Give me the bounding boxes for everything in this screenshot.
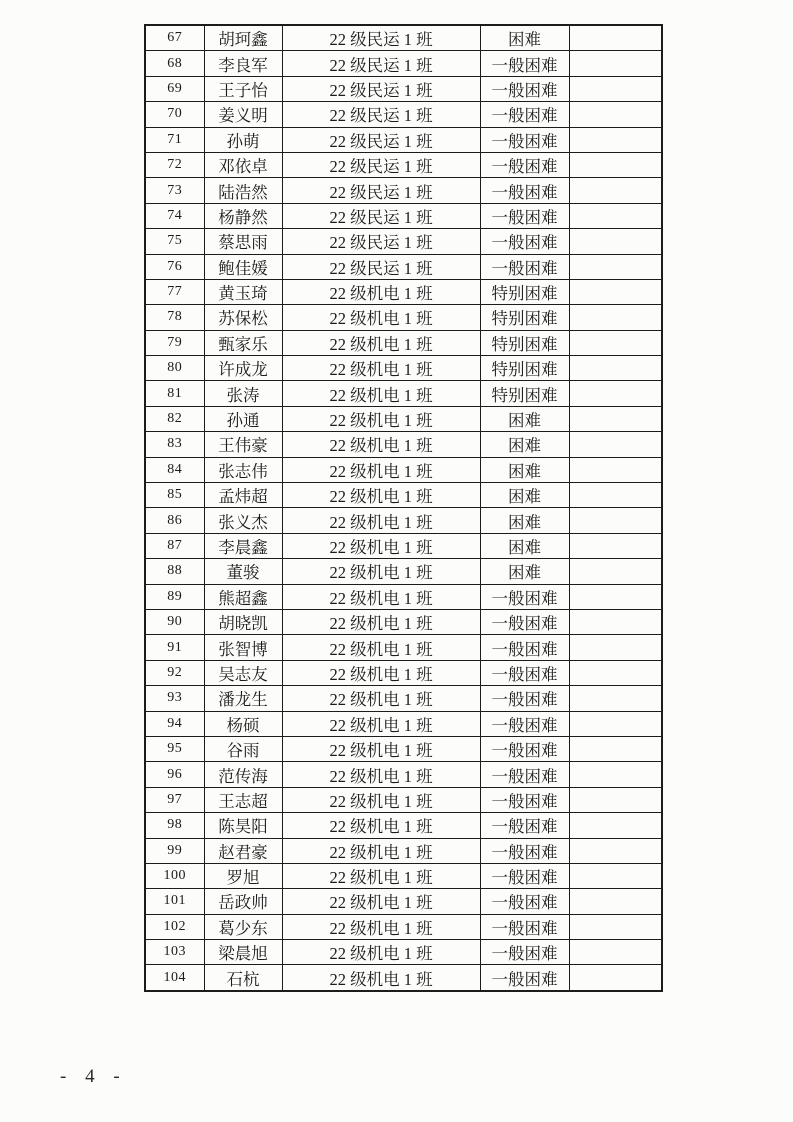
table-row	[145, 76, 662, 101]
difficulty-cell: 困难	[480, 432, 569, 457]
difficulty-cell: 一般困难	[480, 254, 569, 279]
student-name-cell: 董骏	[204, 559, 282, 584]
table-row	[145, 483, 662, 508]
student-name-cell: 黄玉琦	[204, 279, 282, 304]
table-row	[145, 330, 662, 355]
difficulty-cell: 一般困难	[480, 51, 569, 76]
difficulty-cell: 一般困难	[480, 203, 569, 228]
row-number-cell: 83	[145, 432, 204, 457]
class-cell: 22 级民运 1 班	[282, 51, 480, 76]
difficulty-cell: 困难	[480, 25, 569, 51]
row-number-cell: 78	[145, 305, 204, 330]
remark-cell	[569, 660, 662, 685]
difficulty-cell: 困难	[480, 508, 569, 533]
difficulty-cell: 困难	[480, 483, 569, 508]
class-cell: 22 级机电 1 班	[282, 889, 480, 914]
student-name-cell: 张涛	[204, 381, 282, 406]
student-name-cell: 甄家乐	[204, 330, 282, 355]
remark-cell	[569, 330, 662, 355]
student-name-cell: 胡珂鑫	[204, 25, 282, 51]
class-cell: 22 级机电 1 班	[282, 863, 480, 888]
remark-cell	[569, 609, 662, 634]
student-name-cell: 葛少东	[204, 914, 282, 939]
difficulty-cell: 一般困难	[480, 889, 569, 914]
student-name-cell: 岳政帅	[204, 889, 282, 914]
difficulty-cell: 一般困难	[480, 914, 569, 939]
difficulty-cell: 特别困难	[480, 381, 569, 406]
row-number-cell: 82	[145, 406, 204, 431]
table-row	[145, 635, 662, 660]
row-number-cell: 92	[145, 660, 204, 685]
difficulty-cell: 特别困难	[480, 356, 569, 381]
class-cell: 22 级民运 1 班	[282, 229, 480, 254]
difficulty-cell: 一般困难	[480, 152, 569, 177]
row-number-cell: 69	[145, 76, 204, 101]
difficulty-cell: 一般困难	[480, 863, 569, 888]
difficulty-cell: 一般困难	[480, 940, 569, 965]
student-name-cell: 张智博	[204, 635, 282, 660]
row-number-cell: 98	[145, 813, 204, 838]
remark-cell	[569, 635, 662, 660]
student-name-cell: 孙萌	[204, 127, 282, 152]
row-number-cell: 75	[145, 229, 204, 254]
student-name-cell: 梁晨旭	[204, 940, 282, 965]
row-number-cell: 73	[145, 178, 204, 203]
difficulty-cell: 一般困难	[480, 127, 569, 152]
table-row	[145, 406, 662, 431]
difficulty-cell: 一般困难	[480, 76, 569, 101]
remark-cell	[569, 25, 662, 51]
difficulty-cell: 困难	[480, 406, 569, 431]
student-name-cell: 杨硕	[204, 711, 282, 736]
class-cell: 22 级民运 1 班	[282, 203, 480, 228]
row-number-cell: 100	[145, 863, 204, 888]
table-row	[145, 940, 662, 965]
row-number-cell: 99	[145, 838, 204, 863]
student-name-cell: 胡晓凯	[204, 609, 282, 634]
table-row	[145, 686, 662, 711]
remark-cell	[569, 863, 662, 888]
row-number-cell: 91	[145, 635, 204, 660]
table-row	[145, 609, 662, 634]
difficulty-cell: 特别困难	[480, 305, 569, 330]
remark-cell	[569, 584, 662, 609]
table-row	[145, 559, 662, 584]
class-cell: 22 级机电 1 班	[282, 406, 480, 431]
row-number-cell: 94	[145, 711, 204, 736]
table-row	[145, 787, 662, 812]
table-row	[145, 152, 662, 177]
table-row	[145, 25, 662, 51]
remark-cell	[569, 152, 662, 177]
class-cell: 22 级民运 1 班	[282, 178, 480, 203]
class-cell: 22 级机电 1 班	[282, 508, 480, 533]
row-number-cell: 77	[145, 279, 204, 304]
difficulty-cell: 一般困难	[480, 660, 569, 685]
remark-cell	[569, 838, 662, 863]
remark-cell	[569, 457, 662, 482]
table-row	[145, 711, 662, 736]
difficulty-cell: 特别困难	[480, 279, 569, 304]
student-name-cell: 范传海	[204, 762, 282, 787]
remark-cell	[569, 203, 662, 228]
table-row	[145, 51, 662, 76]
student-name-cell: 陆浩然	[204, 178, 282, 203]
row-number-cell: 79	[145, 330, 204, 355]
difficulty-cell: 困难	[480, 457, 569, 482]
student-name-cell: 孙通	[204, 406, 282, 431]
student-name-cell: 孟炜超	[204, 483, 282, 508]
row-number-cell: 87	[145, 533, 204, 558]
class-cell: 22 级机电 1 班	[282, 533, 480, 558]
class-cell: 22 级机电 1 班	[282, 305, 480, 330]
remark-cell	[569, 686, 662, 711]
class-cell: 22 级机电 1 班	[282, 381, 480, 406]
remark-cell	[569, 76, 662, 101]
table-row	[145, 813, 662, 838]
class-cell: 22 级民运 1 班	[282, 102, 480, 127]
row-number-cell: 89	[145, 584, 204, 609]
table-row	[145, 178, 662, 203]
difficulty-cell: 困难	[480, 559, 569, 584]
table-row	[145, 356, 662, 381]
student-name-cell: 李良军	[204, 51, 282, 76]
difficulty-cell: 一般困难	[480, 965, 569, 991]
row-number-cell: 88	[145, 559, 204, 584]
class-cell: 22 级机电 1 班	[282, 838, 480, 863]
class-cell: 22 级民运 1 班	[282, 76, 480, 101]
difficulty-cell: 一般困难	[480, 102, 569, 127]
student-name-cell: 张志伟	[204, 457, 282, 482]
class-cell: 22 级机电 1 班	[282, 813, 480, 838]
student-name-cell: 吴志友	[204, 660, 282, 685]
row-number-cell: 102	[145, 914, 204, 939]
remark-cell	[569, 914, 662, 939]
row-number-cell: 67	[145, 25, 204, 51]
student-name-cell: 熊超鑫	[204, 584, 282, 609]
student-name-cell: 王伟豪	[204, 432, 282, 457]
table-row	[145, 279, 662, 304]
student-name-cell: 赵君豪	[204, 838, 282, 863]
remark-cell	[569, 178, 662, 203]
table-row	[145, 254, 662, 279]
table-row	[145, 305, 662, 330]
row-number-cell: 71	[145, 127, 204, 152]
table-row	[145, 736, 662, 761]
student-name-cell: 石杭	[204, 965, 282, 991]
class-cell: 22 级机电 1 班	[282, 914, 480, 939]
student-name-cell: 王志超	[204, 787, 282, 812]
student-name-cell: 邓依卓	[204, 152, 282, 177]
difficulty-cell: 一般困难	[480, 762, 569, 787]
class-cell: 22 级机电 1 班	[282, 736, 480, 761]
row-number-cell: 76	[145, 254, 204, 279]
class-cell: 22 级机电 1 班	[282, 787, 480, 812]
remark-cell	[569, 787, 662, 812]
remark-cell	[569, 889, 662, 914]
student-name-cell: 苏保松	[204, 305, 282, 330]
row-number-cell: 70	[145, 102, 204, 127]
student-name-cell: 姜义明	[204, 102, 282, 127]
row-number-cell: 101	[145, 889, 204, 914]
remark-cell	[569, 406, 662, 431]
table-row	[145, 533, 662, 558]
class-cell: 22 级机电 1 班	[282, 686, 480, 711]
row-number-cell: 74	[145, 203, 204, 228]
table-row	[145, 889, 662, 914]
row-number-cell: 85	[145, 483, 204, 508]
remark-cell	[569, 940, 662, 965]
class-cell: 22 级机电 1 班	[282, 660, 480, 685]
difficulty-cell: 特别困难	[480, 330, 569, 355]
class-cell: 22 级民运 1 班	[282, 152, 480, 177]
student-name-cell: 许成龙	[204, 356, 282, 381]
row-number-cell: 68	[145, 51, 204, 76]
student-name-cell: 王子怡	[204, 76, 282, 101]
student-name-cell: 谷雨	[204, 736, 282, 761]
table-row	[145, 127, 662, 152]
student-name-cell: 罗旭	[204, 863, 282, 888]
table-row	[145, 762, 662, 787]
remark-cell	[569, 762, 662, 787]
table-row	[145, 838, 662, 863]
remark-cell	[569, 508, 662, 533]
table-row	[145, 457, 662, 482]
remark-cell	[569, 432, 662, 457]
table-row	[145, 203, 662, 228]
table-row	[145, 508, 662, 533]
class-cell: 22 级民运 1 班	[282, 254, 480, 279]
difficulty-cell: 一般困难	[480, 178, 569, 203]
class-cell: 22 级机电 1 班	[282, 965, 480, 991]
difficulty-cell: 一般困难	[480, 229, 569, 254]
difficulty-cell: 一般困难	[480, 813, 569, 838]
remark-cell	[569, 813, 662, 838]
class-cell: 22 级机电 1 班	[282, 609, 480, 634]
table-row	[145, 432, 662, 457]
remark-cell	[569, 102, 662, 127]
class-cell: 22 级机电 1 班	[282, 432, 480, 457]
row-number-cell: 81	[145, 381, 204, 406]
difficulty-cell: 一般困难	[480, 609, 569, 634]
difficulty-cell: 一般困难	[480, 838, 569, 863]
row-number-cell: 93	[145, 686, 204, 711]
class-cell: 22 级机电 1 班	[282, 559, 480, 584]
class-cell: 22 级机电 1 班	[282, 356, 480, 381]
student-table-body	[145, 25, 662, 991]
class-cell: 22 级机电 1 班	[282, 457, 480, 482]
remark-cell	[569, 127, 662, 152]
student-name-cell: 鲍佳媛	[204, 254, 282, 279]
class-cell: 22 级机电 1 班	[282, 762, 480, 787]
remark-cell	[569, 51, 662, 76]
table-row	[145, 914, 662, 939]
table-row	[145, 102, 662, 127]
remark-cell	[569, 559, 662, 584]
remark-cell	[569, 229, 662, 254]
remark-cell	[569, 356, 662, 381]
remark-cell	[569, 254, 662, 279]
row-number-cell: 104	[145, 965, 204, 991]
difficulty-cell: 一般困难	[480, 635, 569, 660]
student-name-cell: 李晨鑫	[204, 533, 282, 558]
student-name-cell: 潘龙生	[204, 686, 282, 711]
difficulty-cell: 一般困难	[480, 686, 569, 711]
remark-cell	[569, 711, 662, 736]
student-name-cell: 陈昊阳	[204, 813, 282, 838]
page-number: - 4 -	[60, 1066, 127, 1087]
row-number-cell: 80	[145, 356, 204, 381]
student-name-cell: 张义杰	[204, 508, 282, 533]
difficulty-cell: 一般困难	[480, 736, 569, 761]
class-cell: 22 级机电 1 班	[282, 635, 480, 660]
table-row	[145, 965, 662, 991]
row-number-cell: 103	[145, 940, 204, 965]
row-number-cell: 95	[145, 736, 204, 761]
table-row	[145, 863, 662, 888]
table-row	[145, 229, 662, 254]
difficulty-cell: 困难	[480, 533, 569, 558]
row-number-cell: 96	[145, 762, 204, 787]
difficulty-cell: 一般困难	[480, 711, 569, 736]
remark-cell	[569, 305, 662, 330]
row-number-cell: 90	[145, 609, 204, 634]
row-number-cell: 86	[145, 508, 204, 533]
remark-cell	[569, 483, 662, 508]
class-cell: 22 级机电 1 班	[282, 584, 480, 609]
table-row	[145, 584, 662, 609]
row-number-cell: 97	[145, 787, 204, 812]
remark-cell	[569, 533, 662, 558]
difficulty-cell: 一般困难	[480, 584, 569, 609]
student-table	[144, 24, 663, 992]
class-cell: 22 级民运 1 班	[282, 25, 480, 51]
row-number-cell: 72	[145, 152, 204, 177]
class-cell: 22 级机电 1 班	[282, 279, 480, 304]
table-row	[145, 660, 662, 685]
remark-cell	[569, 381, 662, 406]
class-cell: 22 级机电 1 班	[282, 483, 480, 508]
table-row	[145, 381, 662, 406]
student-name-cell: 杨静然	[204, 203, 282, 228]
class-cell: 22 级民运 1 班	[282, 127, 480, 152]
class-cell: 22 级机电 1 班	[282, 711, 480, 736]
remark-cell	[569, 965, 662, 991]
remark-cell	[569, 279, 662, 304]
difficulty-cell: 一般困难	[480, 787, 569, 812]
row-number-cell: 84	[145, 457, 204, 482]
remark-cell	[569, 736, 662, 761]
student-name-cell: 蔡思雨	[204, 229, 282, 254]
class-cell: 22 级机电 1 班	[282, 940, 480, 965]
class-cell: 22 级机电 1 班	[282, 330, 480, 355]
